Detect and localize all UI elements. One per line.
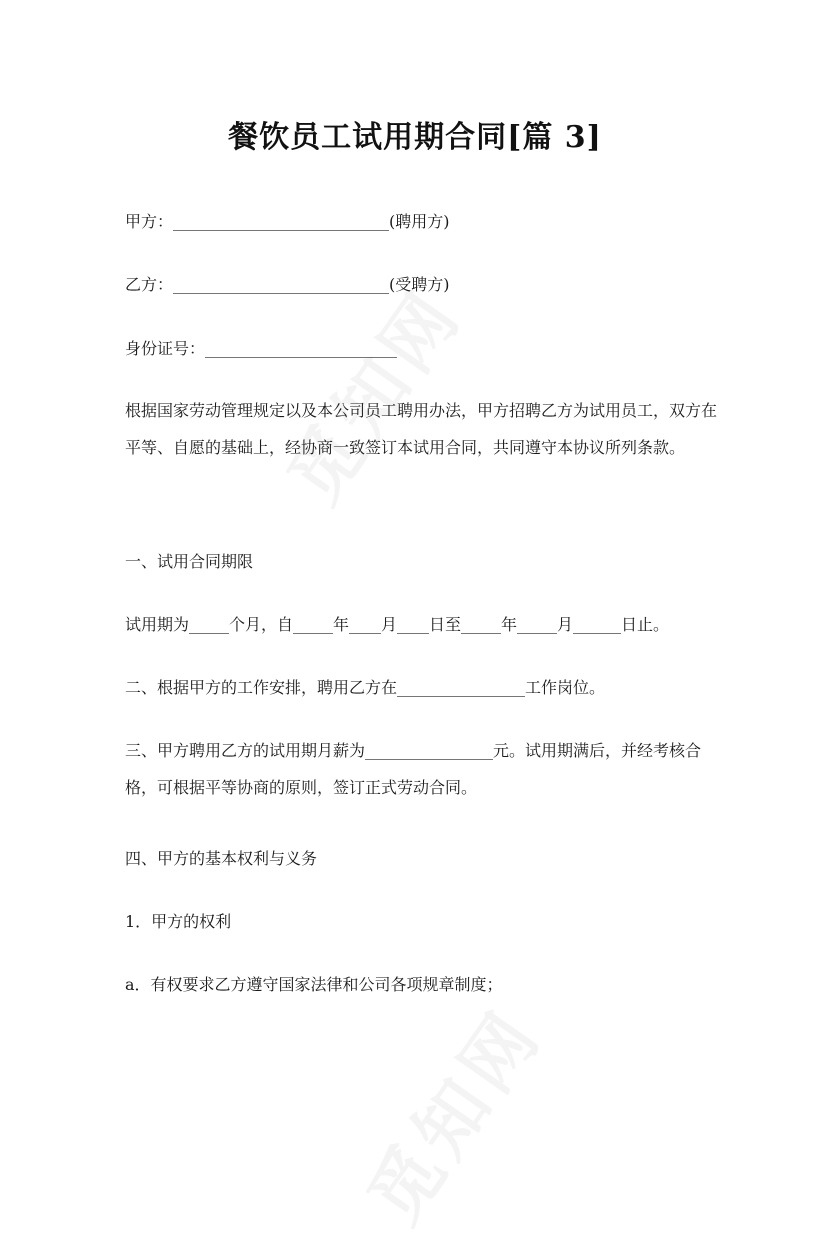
section-3-paragraph: 三、甲方聘用乙方的试用期月薪为________________元。试用期满后，并经考核合格，可根据平等协商的原则，签订正式劳动合同。 [125, 741, 702, 797]
party-a-line: 甲方：___________________________(聘用方) [125, 212, 450, 231]
section-4-heading: 四、甲方的基本权利与义务 [125, 849, 318, 868]
party-a-rights-heading: 1．甲方的权利 [125, 912, 232, 931]
section-1-heading: 一、试用合同期限 [125, 552, 254, 571]
section-2-line: 二、根据甲方的工作安排，聘用乙方在________________工作岗位。 [125, 678, 606, 697]
trial-period-line: 试用期为_____个月，自_____年____月____日至_____年_____月______日止。 [125, 615, 670, 634]
document-title: 餐饮员工试用期合同[篇 3] [228, 120, 602, 155]
party-b-line: 乙方：___________________________(受聘方) [125, 275, 450, 294]
intro-paragraph: 根据国家劳动管理规定以及本公司员工聘用办法，甲方招聘乙方为试用员工，双方在平等、自愿的基础上，经协商一致签订本试用合同，共同遵守本协议所列条款。 [125, 401, 718, 457]
watermark-bottom [339, 984, 562, 1240]
party-a-right-a: a．有权要求乙方遵守国家法律和公司各项规章制度； [125, 975, 503, 994]
id-number-line: 身份证号：________________________ [125, 339, 398, 358]
